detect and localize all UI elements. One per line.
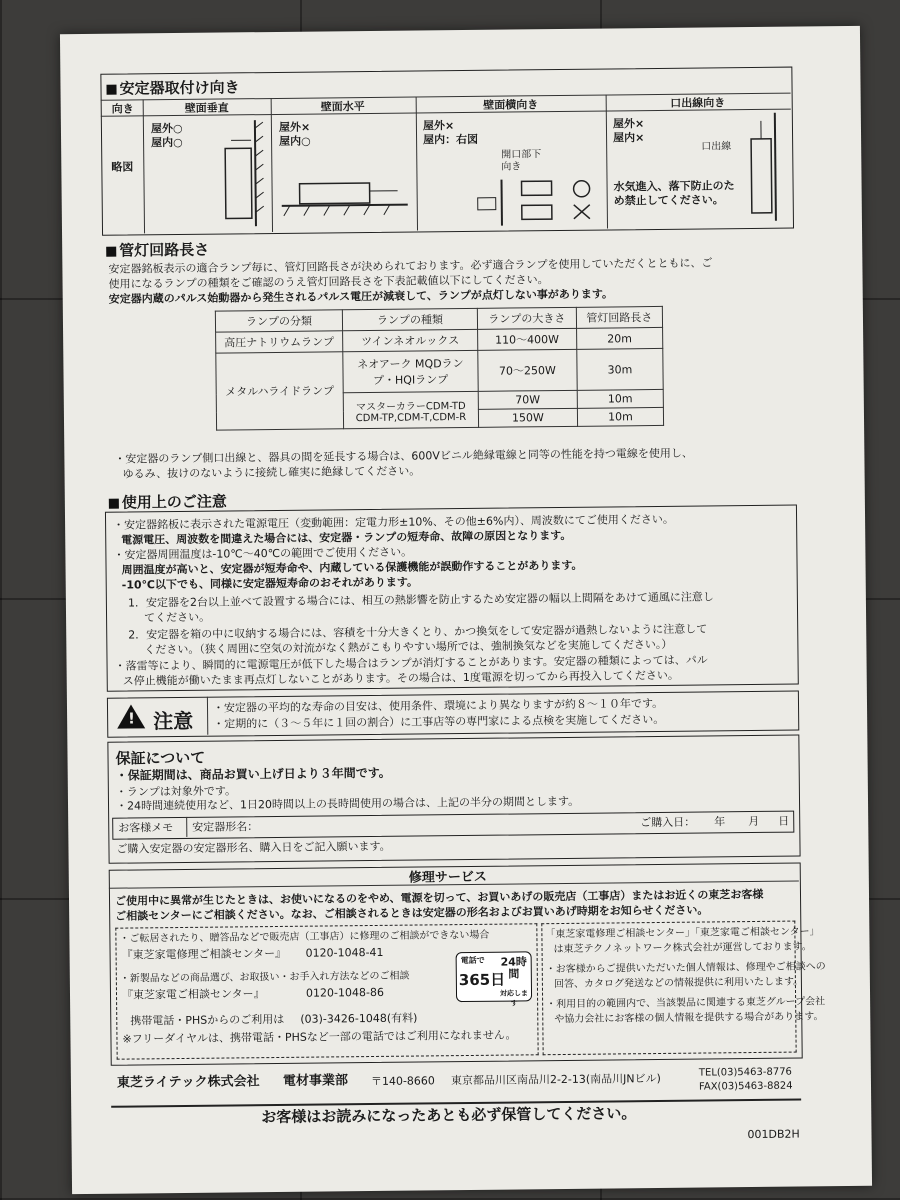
sideways-outdoor: 屋外×	[422, 119, 455, 133]
warranty-title: 保証について	[115, 748, 206, 768]
horizontal-outdoor: 屋外×	[278, 120, 311, 134]
repair-r2: は東芝テクノネットワーク株式会社が運営しております。	[553, 941, 812, 956]
memo-year: 年	[714, 815, 726, 829]
caution-line: ・安定器周囲温度は-10℃～40℃の範囲でご使用ください。	[113, 545, 413, 562]
circuit-cell-length: 10m	[577, 407, 663, 426]
vertical-indoor: 屋内○	[151, 135, 183, 150]
footer-tel: TEL(03)5463-8776	[698, 1066, 792, 1079]
badge-365: 365日	[458, 970, 506, 990]
circuit-p1: 安定器銘板表示の適合ランプ毎に、管灯回路長さが決められております。必ず適合ランプを使用していただくとともに、ご	[108, 256, 713, 276]
footer-keep-notice: お客様はお読みになったあとも必ず保管してください。	[261, 1104, 637, 1127]
circuit-cell-size: 110～400W	[478, 328, 577, 350]
service-365-badge	[456, 951, 533, 1008]
caution-line: 2．安定器を箱の中に収納する場合には、容積を十分大きくとり、かつ換気をして安定器が過熱しないように注意して	[128, 622, 708, 642]
memo-label: お客様メモ	[118, 821, 174, 835]
repair-intro2: ご相談センターにご相談ください。なお、ご相談されるときは安定器の形名およびお買いあげ時期をお知らせください。	[115, 903, 709, 923]
mount-row-diagram: 略図	[111, 160, 134, 174]
repair-c2-name: 『東芝家電ご相談センター』	[121, 987, 265, 1002]
leadwire-outdoor: 屋外×	[612, 117, 645, 131]
circuit-th-size: ランプの大きさ	[477, 307, 576, 329]
circuit-th-length: 管灯回路長さ	[576, 306, 662, 328]
caution-line: ・落雷等により、瞬間的に電源電圧が低下した場合はランプが消灯することがあります。安定器の種類によっては、パル	[114, 653, 708, 673]
mount-col-sideways: 壁面横向き	[483, 98, 539, 112]
leadwire-warning: 水気進入、落下防止のため禁止してください。	[613, 179, 735, 208]
caution-title: 使用上のご注意	[109, 490, 227, 512]
circuit-cell-size: 150W	[478, 408, 577, 427]
caution-line: -10℃以下でも、同様に安定器短寿命のおそれがあります。	[121, 575, 419, 592]
instruction-sheet	[60, 26, 872, 1194]
circuit-p2: 使用になるランプの種類をご確認のうえ管灯回路長さを下表記載値以下にしてください。	[108, 273, 549, 291]
circuit-cell-type: マスターカラーCDM-TD CDM-TP,CDM-T,CDM-R	[343, 391, 478, 428]
footer-division: 電材事業部	[282, 1073, 349, 1089]
circuit-cell-length: 10m	[577, 389, 663, 408]
memo-day: 日	[778, 814, 790, 828]
circuit-cell-class: メタルハライドランプ	[216, 352, 344, 430]
footer-fax: FAX(03)5463-8824	[698, 1080, 793, 1093]
repair-freedial: ※フリーダイヤルは、携帯電話・PHSなど一部の電話ではご利用になれません。	[122, 1028, 517, 1046]
footer-address: 東京都品川区南品川2-2-13(南品川JNビル)	[450, 1071, 661, 1088]
circuit-note1: ・安定器のランプ側口出線と、器具の間を延長する場合は、600Vビニル絶縁電線と同等の性能を持つ電線を使用し、	[114, 446, 693, 466]
sideways-indoor: 屋内：右図	[423, 132, 479, 147]
caution-line: てください。	[143, 610, 211, 625]
repair-c1: ・ご転居されたり、贈答品などで販売店（工事店）に修理のご相談ができない場合	[119, 929, 490, 945]
circuit-table	[215, 306, 664, 431]
notice-label: 注意	[153, 708, 194, 734]
repair-r5: ・利用目的の範囲内で、当該製品に関連する東芝グループ会社	[546, 996, 826, 1011]
circuit-th-class: ランプの分類	[215, 310, 342, 332]
warning-triangle-icon	[117, 704, 145, 728]
circuit-p3: 安定器内蔵のパルス始動器から発生されるパルス電圧が減衰して、ランプが点灯しない事があります。	[108, 287, 614, 306]
repair-title: 修理サービス	[408, 869, 487, 886]
circuit-cell-type: ツインネオルックス	[343, 329, 478, 351]
footer-postal: 〒140-8660	[370, 1074, 435, 1089]
sideways-mount-diagram	[471, 149, 602, 228]
circuit-cell-length: 20m	[576, 327, 662, 349]
repair-c2: ・新製品などの商品選び、お取扱い・お手入れ方法などのご相談	[119, 970, 410, 985]
caution-line: ください。（狭く周囲に空気の対流がなく熱がこもりやすい場所では、強制換気などを実施してください。）	[144, 637, 673, 657]
repair-c2-tel: 0120-1048-86	[305, 985, 385, 1000]
repair-mobile: 携帯電話・PHSからのご利用は	[130, 1012, 285, 1028]
caution-line: ス停止機能が働いたまま再点灯しないことがあります。その場合は、1度電源を切ってから再投入してください。	[122, 668, 679, 688]
memo-model: 安定器形名：	[192, 820, 259, 834]
circuit-note2: ゆるみ、抜けのないように接続し確実に絶縁してください。	[122, 464, 421, 481]
footer-code: 001DB2H	[747, 1127, 800, 1142]
repair-c1-name: 『東芝家電修理ご相談センター』	[121, 946, 287, 962]
notice-line2: ・定期的に（３～５年に１回の割合）に工事店等の専門家による点検を実施してください。	[213, 712, 665, 731]
circuit-cell-type: ネオアーク MQDランプ・HQIランプ	[343, 350, 478, 392]
table-row	[216, 348, 663, 394]
repair-r4: 回答、カタログ発送などの情報提供に利用いたします。	[553, 976, 804, 991]
vertical-mount-diagram	[211, 118, 270, 229]
notice-line1: ・安定器の平均的な寿命の目安は、使用条件、環境により異なりますが約８～１０年です。	[212, 696, 664, 715]
mount-col-vertical: 壁面垂直	[184, 101, 229, 115]
caution-line: ・安定器銘板に表示された電源電圧（変動範囲：定電力形±10%、その他±6%内）、周波数にてご使用ください。	[113, 512, 674, 532]
circuit-cell-class: 高圧ナトリウムランプ	[216, 331, 343, 353]
mount-col-orientation: 向き	[111, 102, 134, 116]
circuit-cell-size: 70～250W	[478, 349, 577, 391]
warranty-request: ご購入安定器の安定器形名、購入日をご記入願います。	[116, 839, 391, 856]
repair-r3: ・お客様からご提供いただいた個人情報は、修理やご相談への	[545, 961, 826, 976]
leadwire-note: 口出線	[701, 141, 732, 153]
caution-line: 1．安定器を2台以上並べて設置する場合には、相互の熱影響を防止するため安定器の幅以上間隔をあけて通風に注意し	[127, 590, 714, 610]
warranty-period: ・保証期間は、商品お買い上げ日より３年間です。	[115, 765, 391, 783]
repair-mobile-tel: (03)-3426-1048(有料)	[300, 1011, 418, 1026]
leadwire-mount-diagram	[741, 109, 790, 225]
badge-sub: 対応します	[499, 989, 529, 1008]
badge-24: 24時間	[500, 955, 527, 981]
badge-top: 電話で	[460, 955, 485, 966]
mount-title: 安定器取付け向き	[106, 76, 239, 98]
circuit-title: 管灯回路長さ	[106, 239, 209, 261]
memo-month: 月	[748, 814, 760, 829]
circuit-th-type: ランプの種類	[342, 308, 477, 330]
repair-r1: 「東芝家電修理ご相談センター」「東芝家電ご相談センター」	[545, 926, 820, 941]
caution-line: 周囲温度が高いと、安定器が短寿命や、内蔵している保護機能が誤動作することがあります。	[121, 558, 583, 577]
circuit-cell-length: 30m	[577, 348, 664, 390]
repair-intro1: ご使用中に異常が生じたときは、お使いになるのをやめ、電源を切って、お買いあげの販売店（工事店）またはお近くの東芝お客様	[114, 887, 764, 908]
vertical-outdoor: 屋外○	[150, 121, 183, 136]
mount-col-leadwire: 口出線向き	[670, 96, 726, 110]
leadwire-indoor: 屋内×	[612, 131, 645, 145]
memo-purchase: ご購入日：	[640, 815, 696, 830]
footer-company: 東芝ライテック株式会社	[116, 1074, 260, 1091]
warranty-lamp: ・ランプは対象外です。	[115, 784, 237, 799]
repair-r6: や協力会社にお客様の個人情報を提供する場合があります。	[554, 1011, 824, 1026]
repair-c1-tel: 0120-1048-41	[305, 945, 384, 960]
sideways-opening-note: 開口部下向き	[501, 149, 542, 173]
caution-line: 電源電圧、周波数を間違えた場合には、安定器・ランプの短寿命、故障の原因となります。	[121, 528, 572, 547]
horizontal-mount-diagram	[279, 171, 410, 228]
mount-col-horizontal: 壁面水平	[320, 100, 365, 114]
warranty-24h: ・24時間連続使用など、1日20時間以上の長時間使用の場合は、上記の半分の期間とします。	[115, 794, 580, 813]
horizontal-indoor: 屋内○	[279, 134, 311, 148]
circuit-cell-size: 70W	[478, 390, 577, 409]
